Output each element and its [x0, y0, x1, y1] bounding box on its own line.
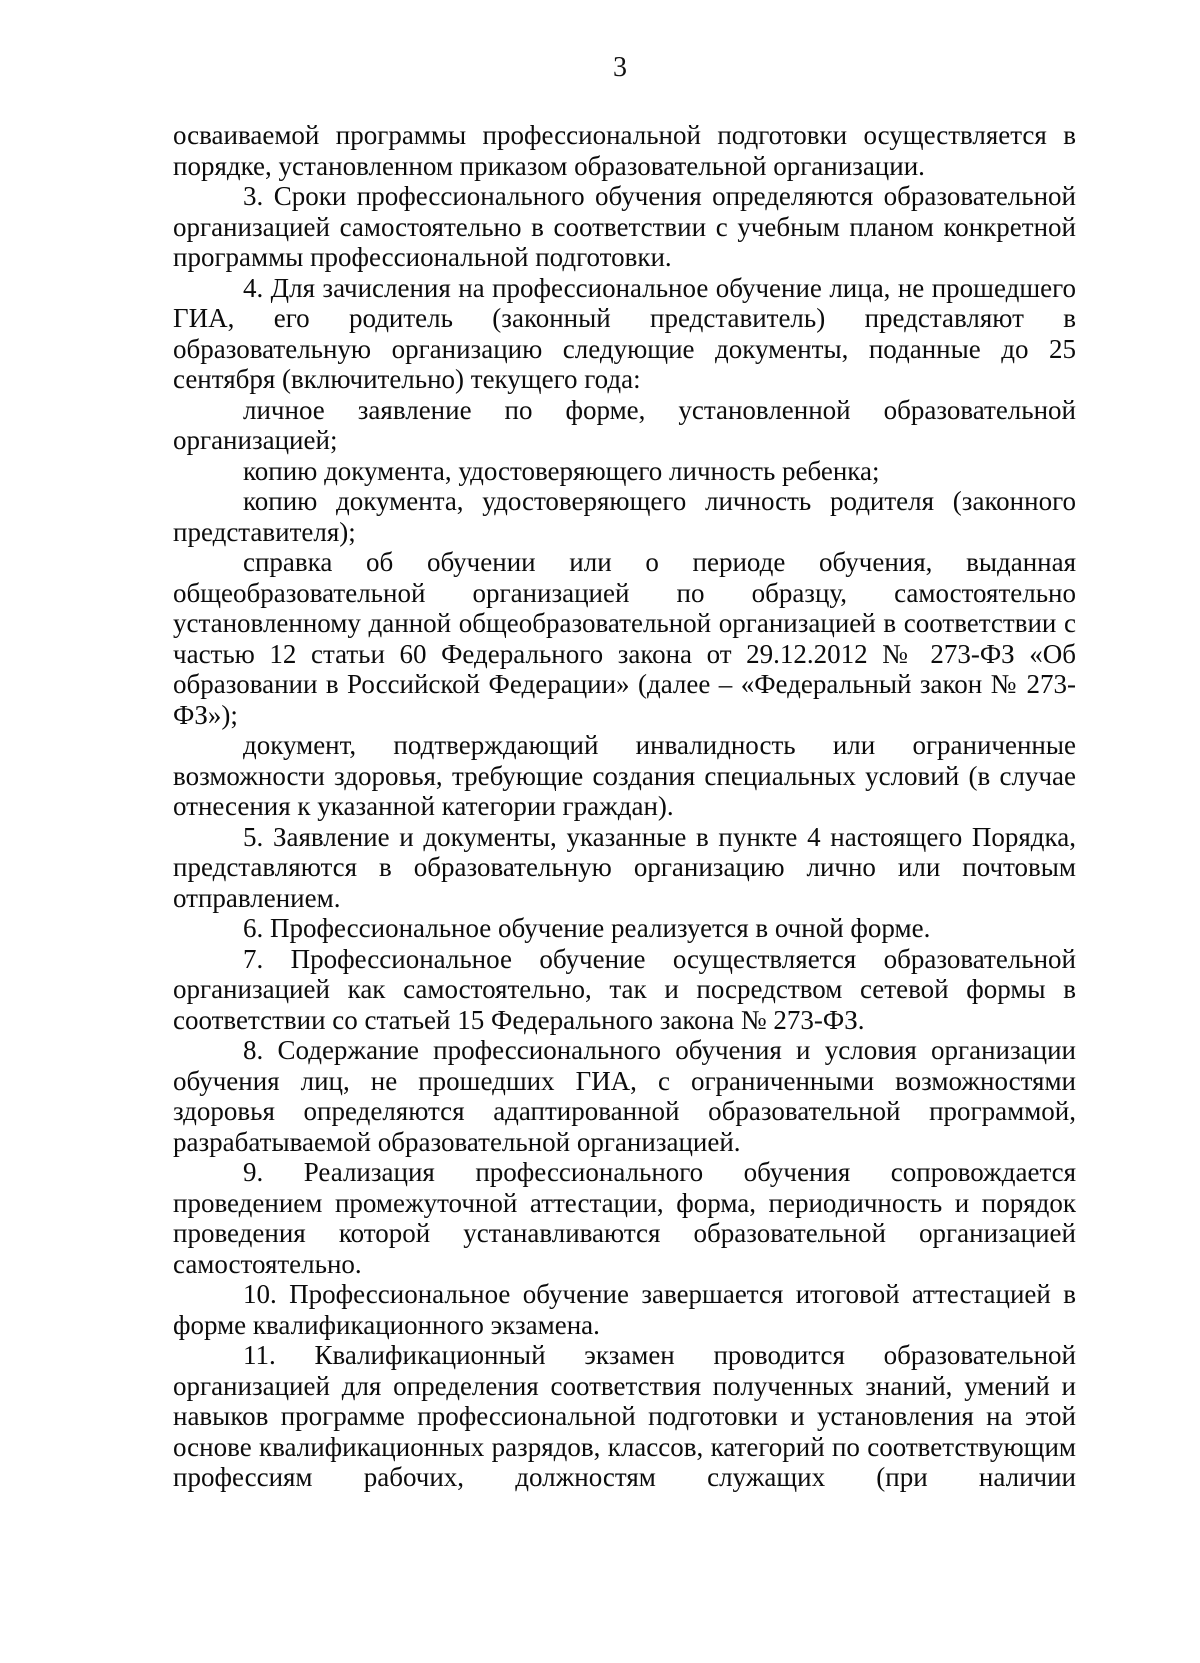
paragraph: 10. Профессиональное обучение завершается итоговой аттестацией в форме квалификационного экзамена. [173, 1279, 1076, 1340]
paragraph: осваиваемой программы профессиональной подготовки осуществляется в порядке, установленном приказом образовательной организации. [173, 120, 1076, 181]
paragraph: личное заявление по форме, установленной образовательной организацией; [173, 394, 1076, 455]
paragraph: 6. Профессиональное обучение реализуется в очной форме. [243, 913, 931, 943]
page-number: 3 [613, 52, 627, 83]
paragraph: 9. Реализация профессионального обучения сопровождается проведением промежуточной аттестации, форма, периодичность и порядок проведения которой устанавливаются образовательной организацией самостоятельно. [173, 1157, 1076, 1279]
paragraph: справка об обучении или о периоде обучения, выданная общеобразовательной организацией по образцу, самостоятельно установленному данной общеобразовательной организацией в соответствии с частью 12 статьи 60 Федерального закона от 29.12.2012 № 273-ФЗ «Об образовании в Российской Федерации» (далее – «Федеральный закон № 273-ФЗ»); [173, 547, 1076, 730]
paragraph: копию документа, удостоверяющего личность родителя (законного представителя); [173, 486, 1076, 547]
paragraph: 7. Профессиональное обучение осуществляется образовательной организацией как самостоятельно, так и посредством сетевой формы в соответствии со статьей 15 Федерального закона № 273-ФЗ. [173, 943, 1076, 1035]
paragraph: 4. Для зачисления на профессиональное обучение лица, не прошедшего ГИА, его родитель (законный представитель) представляют в образовательную организацию следующие документы, поданные до 25 сентября (включительно) текущего года: [173, 272, 1076, 394]
paragraph: 11. Квалификационный экзамен проводится образовательной организацией для определения соответствия полученных знаний, умений и навыков программе профессиональной подготовки и установления на этой основе квалификационных разрядов, классов, категорий по соответствующим профессиям рабочих, должностям служащих (при наличии [173, 1340, 1076, 1492]
paragraph: копию документа, удостоверяющего личность ребенка; [243, 455, 880, 486]
paragraph: 5. Заявление и документы, указанные в пункте 4 настоящего Порядка, представляются в образовательную организацию лично или почтовым отправлением. [173, 821, 1076, 913]
paragraph: документ, подтверждающий инвалидность или ограниченные возможности здоровья, требующие создания специальных условий (в случае отнесения к указанной категории граждан). [173, 730, 1076, 821]
paragraph: 3. Сроки профессионального обучения определяются образовательной организацией самостоятельно в соответствии с учебным планом конкретной программы профессиональной подготовки. [173, 181, 1076, 272]
paragraph: 8. Содержание профессионального обучения и условия организации обучения лиц, не прошедших ГИА, с ограниченными возможностями здоровья определяются адаптированной образовательной программой, разрабатываемой образовательной организацией. [173, 1035, 1076, 1157]
document-body [173, 120, 1076, 1493]
